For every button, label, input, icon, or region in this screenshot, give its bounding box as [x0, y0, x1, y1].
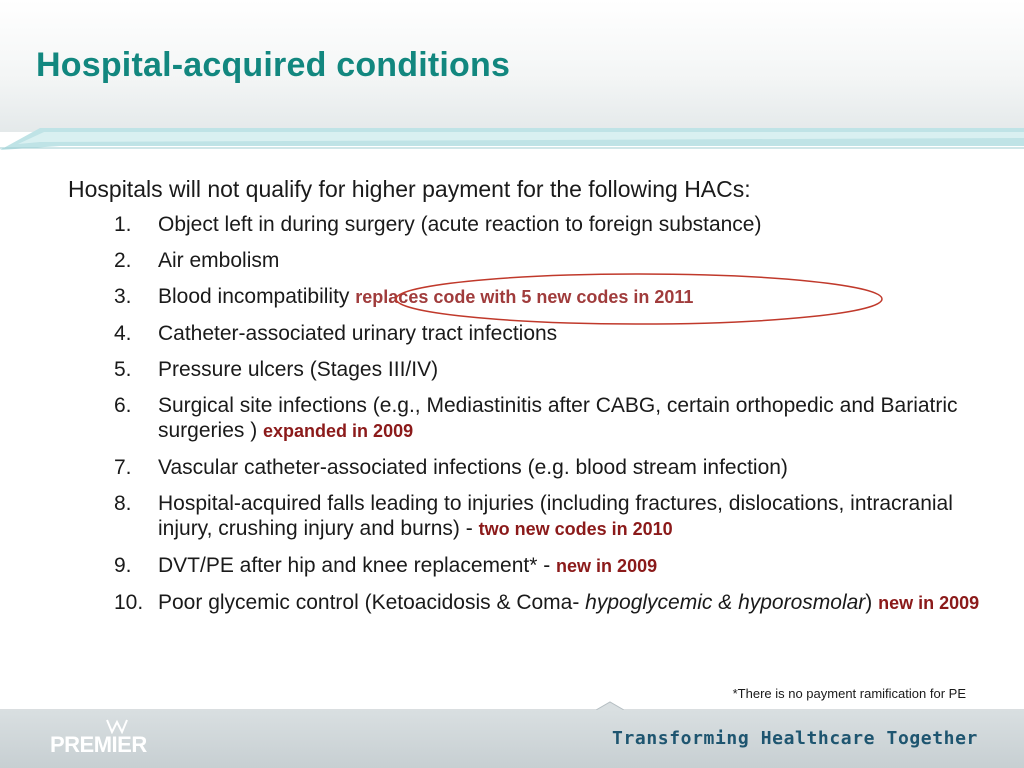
list-item [114, 357, 994, 382]
list-item [114, 553, 994, 579]
item-number: 4. [114, 322, 132, 345]
item-text: Air embolism [158, 249, 280, 272]
logo-text: PREMIER [50, 732, 147, 757]
item-number: 10. [114, 591, 144, 614]
slide-body [0, 150, 1024, 710]
list-item [114, 590, 994, 616]
item-text: Pressure ulcers (Stages III/IV) [158, 358, 439, 381]
item-number: 6. [114, 394, 132, 417]
item-number: 5. [114, 358, 132, 381]
item-text: DVT/PE after hip and knee replacement* - [158, 554, 557, 577]
slide-header [0, 0, 1024, 132]
item-number: 7. [114, 456, 132, 479]
slide-title: Hospital-acquired conditions [36, 46, 511, 84]
item-text: Catheter-associated urinary tract infections [158, 322, 558, 345]
item-text: Object left in during surgery (acute reaction to foreign substance) [158, 213, 762, 236]
intro-text: Hospitals will not qualify for higher payment for the following HACs: [68, 176, 751, 202]
item-number: 2. [114, 249, 132, 272]
item-number: 3. [114, 285, 132, 308]
item-number: 9. [114, 554, 132, 577]
item-annotation: two new codes in 2010 [478, 519, 673, 539]
footnote: *There is no payment ramification for PE [732, 686, 966, 701]
list-item [114, 491, 994, 542]
item-italic-text: hypoglycemic & hyporosmolar [585, 591, 866, 614]
item-annotation: new in 2009 [556, 556, 658, 576]
item-text: Poor glycemic control (Ketoacidosis & Coma- [158, 591, 586, 614]
item-annotation: new in 2009 [878, 593, 980, 613]
item-text: Surgical site infections (e.g., Mediastinitis after CABG, certain orthopedic and Bariatric surgeries ) [158, 394, 958, 442]
list-item [114, 393, 994, 444]
footer-tagline: Transforming Healthcare Together [612, 728, 978, 749]
item-annotation: expanded in 2009 [263, 421, 414, 441]
list-item [114, 212, 994, 237]
item-text-after: ) [865, 591, 879, 614]
list-item [114, 248, 994, 273]
item-text: Hospital-acquired falls leading to injuries (including fractures, dislocations, intracranial injury, crushing injury and burns) - [158, 492, 953, 540]
item-text: Vascular catheter-associated infections (e.g. blood stream infection) [158, 456, 788, 479]
header-divider-band [0, 126, 1024, 150]
highlight-ellipse [394, 272, 884, 326]
premier-logo [50, 718, 170, 762]
item-text: Blood incompatibility [158, 285, 350, 308]
item-number: 8. [114, 492, 132, 515]
item-number: 1. [114, 213, 132, 236]
list-item [114, 455, 994, 480]
item-annotation: replaces code with 5 new codes in 2011 [355, 287, 694, 307]
